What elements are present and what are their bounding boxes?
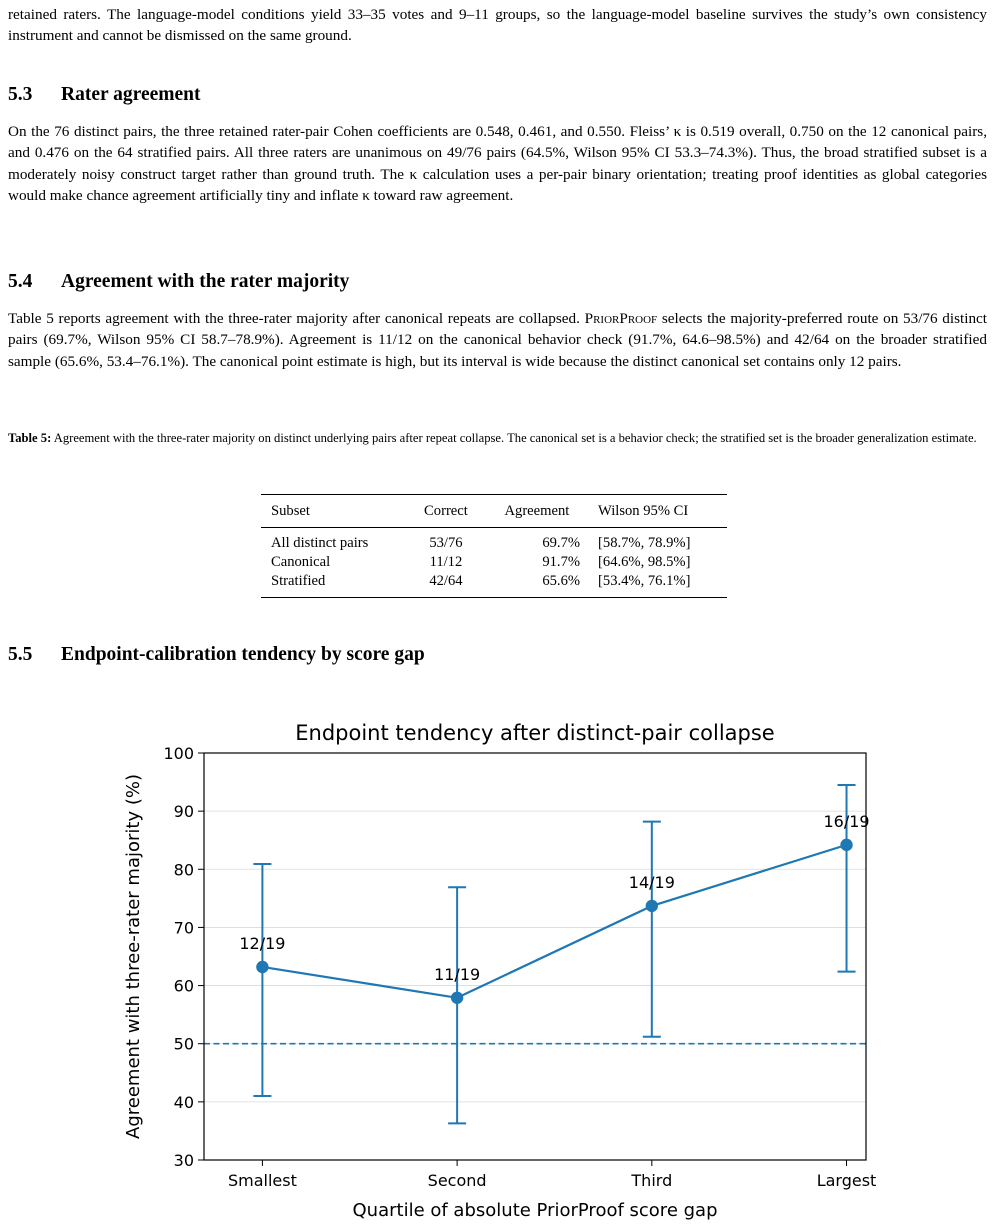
x-tick-label: Largest <box>816 1171 877 1190</box>
results-table <box>261 494 727 598</box>
table-header-row <box>261 495 727 528</box>
y-tick-label: 40 <box>173 1092 194 1112</box>
table-cell: [53.4%, 76.1%] <box>598 573 691 589</box>
table-cell: All distinct pairs <box>271 535 369 551</box>
table-row <box>261 553 727 572</box>
table-cell: 91.7% <box>542 554 581 570</box>
paragraph-majority-agreement <box>8 308 987 372</box>
y-tick-label: 30 <box>173 1151 194 1170</box>
section-heading-5-5 <box>8 644 425 666</box>
table-cell: 65.6% <box>542 573 581 589</box>
table-cell: 11/12 <box>429 554 463 570</box>
y-tick-label: 80 <box>173 860 194 880</box>
column-header: Subset <box>261 495 406 528</box>
section-heading-5-3 <box>8 84 201 106</box>
section-title: Rater agreement <box>61 84 201 105</box>
data-point <box>451 992 463 1004</box>
method-name: PriorProof <box>584 310 658 327</box>
table-row <box>261 572 727 598</box>
y-tick-label: 60 <box>173 976 194 996</box>
caption-text: Agreement with the three-rater majority on distinct underlying pairs after repeat collapse. The canonical set is a behavior check; the stratified set is the broader generalization estimate. <box>53 431 977 445</box>
table-cell: 53/76 <box>429 535 463 551</box>
data-label: 16/19 <box>823 811 870 831</box>
table-cell: [58.7%, 78.9%] <box>598 535 691 551</box>
x-tick-label: Smallest <box>227 1171 297 1190</box>
section-number: 5.3 <box>8 84 33 105</box>
table-cell: Canonical <box>271 554 331 570</box>
table-cell: Stratified <box>271 573 326 589</box>
section-title: Agreement with the rater majority <box>61 271 350 292</box>
section-title: Endpoint-calibration tendency by score gap <box>61 644 425 665</box>
table-caption <box>8 429 987 448</box>
y-tick-label: 70 <box>173 918 194 938</box>
section-heading-5-4 <box>8 271 349 293</box>
plot-frame <box>204 753 866 1160</box>
table-cell: [64.6%, 98.5%] <box>598 554 691 570</box>
column-header: Wilson 95% CI <box>588 495 727 528</box>
column-header: Agreement <box>484 495 588 528</box>
table-label: Table 5: <box>8 431 52 445</box>
text-fragment: selects the majority-preferred route on 53/76 distinct pairs (69.7%, Wilson 95% CI 58.7–78.9%). Agreement is 11/12 on the canonical behavior check (91.7%, 64.6–98.5%) and 42/64 on the broader stratified sample (65.6%, 53.4–76.1%). The canonical point estimate is high, but its interval is wide because the distinct canonical set contains only 12 pairs. <box>8 310 988 370</box>
chart-title: Endpoint tendency after distinct-pair collapse <box>295 721 775 745</box>
column-header: Correct <box>406 495 484 528</box>
table-cell: 69.7% <box>542 535 581 551</box>
data-label: 11/19 <box>434 964 481 984</box>
paragraph-intro: retained raters. The language-model conditions yield 33–35 votes and 9–11 groups, so the language-model baseline survives the study’s own consistency instrument and cannot be dismissed on the same ground. <box>8 6 987 45</box>
table-cell: 42/64 <box>429 573 463 589</box>
x-tick-label: Third <box>631 1171 673 1190</box>
data-point <box>256 961 268 973</box>
y-axis-label: Agreement with three-rater majority (%) <box>123 774 144 1139</box>
agreement-by-gap-chart <box>0 700 995 1225</box>
section-number: 5.5 <box>8 644 33 665</box>
series-line <box>262 845 846 998</box>
table-row <box>261 528 727 554</box>
x-axis-label: Quartile of absolute PriorProof score gap <box>352 1200 718 1221</box>
y-tick-label: 50 <box>173 1034 194 1054</box>
paragraph-rater-agreement: On the 76 distinct pairs, the three retained rater-pair Cohen coefficients are 0.548, 0.461, and 0.550. Fleiss’ κ is 0.519 overall, 0.750 on the 12 canonical pairs, and 0.476 on the 64 stratified pairs. All three raters are unanimous on 49/76 pairs (64.5%, Wilson 95% CI 53.3–74.3%). Thus, the broad stratified subset is a moderately noisy construct target rather than ground truth. The κ calculation uses a per-pair binary orientation; treating proof identities as global categories would make chance agreement artificially tiny and inflate κ toward raw agreement. <box>8 123 987 204</box>
data-label: 14/19 <box>628 872 675 892</box>
y-tick-label: 100 <box>163 744 194 763</box>
x-tick-label: Second <box>427 1171 487 1190</box>
text-fragment: Table 5 reports agreement with the three-rater majority after canonical repeats are collapsed. <box>8 310 580 327</box>
y-tick-label: 90 <box>173 802 194 822</box>
section-number: 5.4 <box>8 271 33 292</box>
data-point <box>646 900 658 912</box>
data-label: 12/19 <box>239 933 286 953</box>
data-point <box>840 839 852 851</box>
